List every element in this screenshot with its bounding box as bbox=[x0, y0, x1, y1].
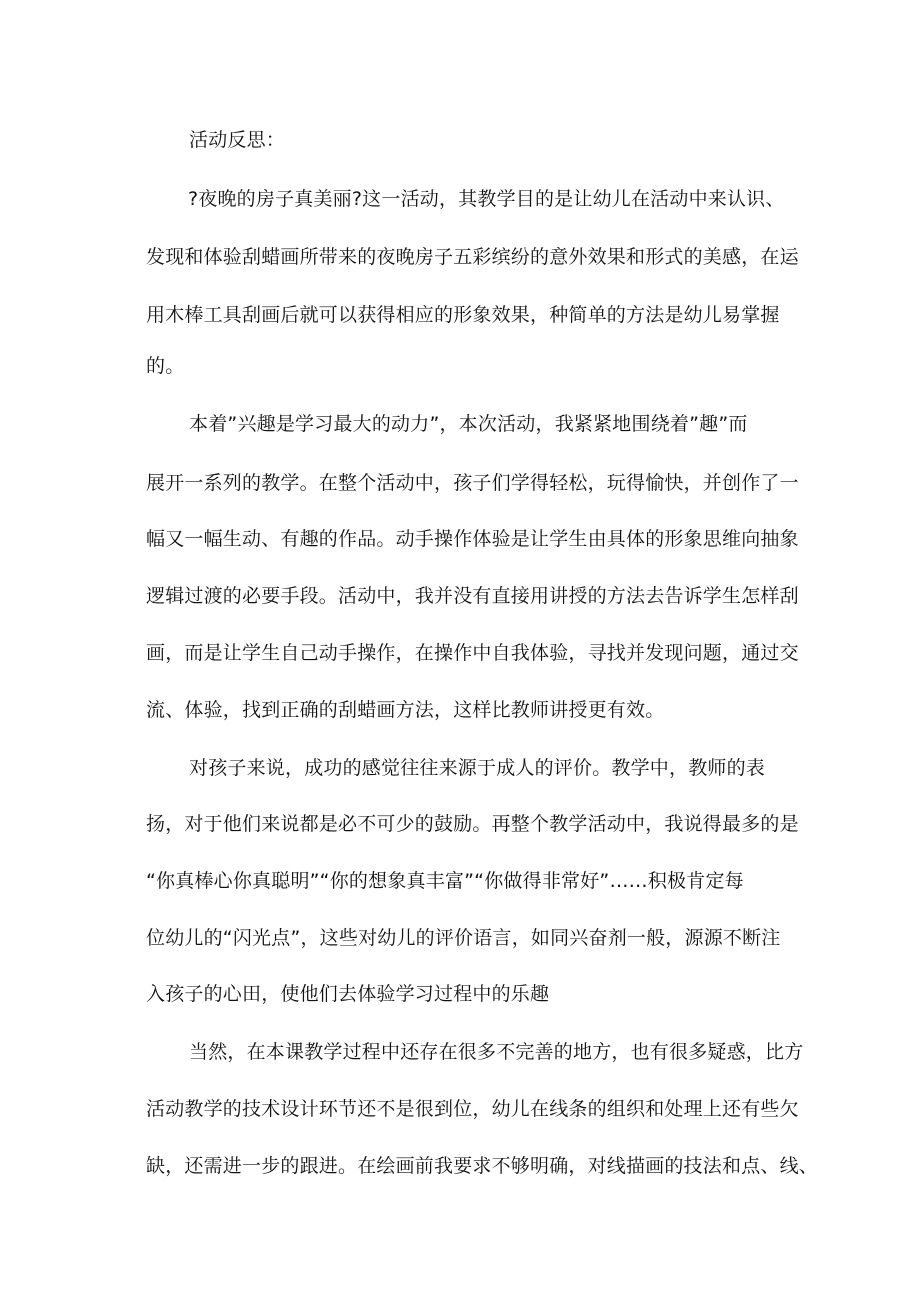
paragraph-1-line-1: ?夜晚的房子真美丽?这一活动，其教学目的是让幼儿在活动中来认识、 bbox=[188, 188, 785, 210]
paragraph-2-line-2: 展开一系列的教学。在整个活动中，孩子们学得轻松，玩得愉快，并创作了一 bbox=[146, 472, 799, 494]
paragraph-1-line-4: 的。 bbox=[146, 355, 185, 377]
paragraph-1-line-3: 用木棒工具刮画后就可以获得相应的形象效果，种简单的方法是幼儿易掌握 bbox=[146, 304, 780, 326]
paragraph-1-line-2: 发现和体验刮蜡画所带来的夜晚房子五彩缤纷的意外效果和形式的美感，在运 bbox=[146, 246, 799, 268]
paragraph-2-line-4: 逻辑过渡的必要手段。活动中，我并没有直接用讲授的方法去告诉学生怎样刮 bbox=[146, 585, 799, 607]
paragraph-2-line-5: 画，而是让学生自己动手操作，在操作中自我体验，寻找并发现问题，通过交 bbox=[146, 642, 799, 664]
paragraph-4-line-3: 缺，还需进一步的跟进。在绘画前我要求不够明确，对线描画的技法和点、线、 bbox=[146, 1155, 819, 1177]
paragraph-3-line-2: 扬，对于他们来说都是必不可少的鼓励。再整个教学活动中，我说得最多的是 bbox=[146, 813, 799, 835]
paragraph-3-line-1: 对孩子来说，成功的感觉往往来源于成人的评价。教学中，教师的表 bbox=[189, 757, 766, 779]
paragraph-4-line-1: 当然，在本课教学过程中还存在很多不完善的地方，也有很多疑惑，比方 bbox=[189, 1041, 804, 1063]
heading-activity-reflection: 活动反思： bbox=[189, 129, 286, 151]
paragraph-2-line-1: 本着”兴趣是学习最大的动力”，本次活动，我紧紧地围绕着”趣”而 bbox=[189, 413, 748, 435]
paragraph-3-line-4: 位幼儿的“闪光点”，这些对幼儿的评价语言，如同兴奋剂一般，源源不断注 bbox=[146, 927, 781, 949]
paragraph-4-line-2: 活动教学的技术设计环节还不是很到位，幼儿在线条的组织和处理上还有些欠 bbox=[146, 1098, 799, 1120]
paragraph-3-line-3: “你真棒心你真聪明”“你的想象真丰富”“你做得非常好”……积极肯定每 bbox=[146, 870, 744, 892]
paragraph-2-line-6: 流、体验，找到正确的刮蜡画方法，这样比教师讲授更有效。 bbox=[146, 699, 665, 721]
paragraph-2-line-3: 幅又一幅生动、有趣的作品。动手操作体验是让学生由具体的形象思维向抽象 bbox=[146, 528, 799, 550]
paragraph-3-line-5: 入孩子的心田，使他们去体验学习过程中的乐趣 bbox=[146, 983, 550, 1005]
